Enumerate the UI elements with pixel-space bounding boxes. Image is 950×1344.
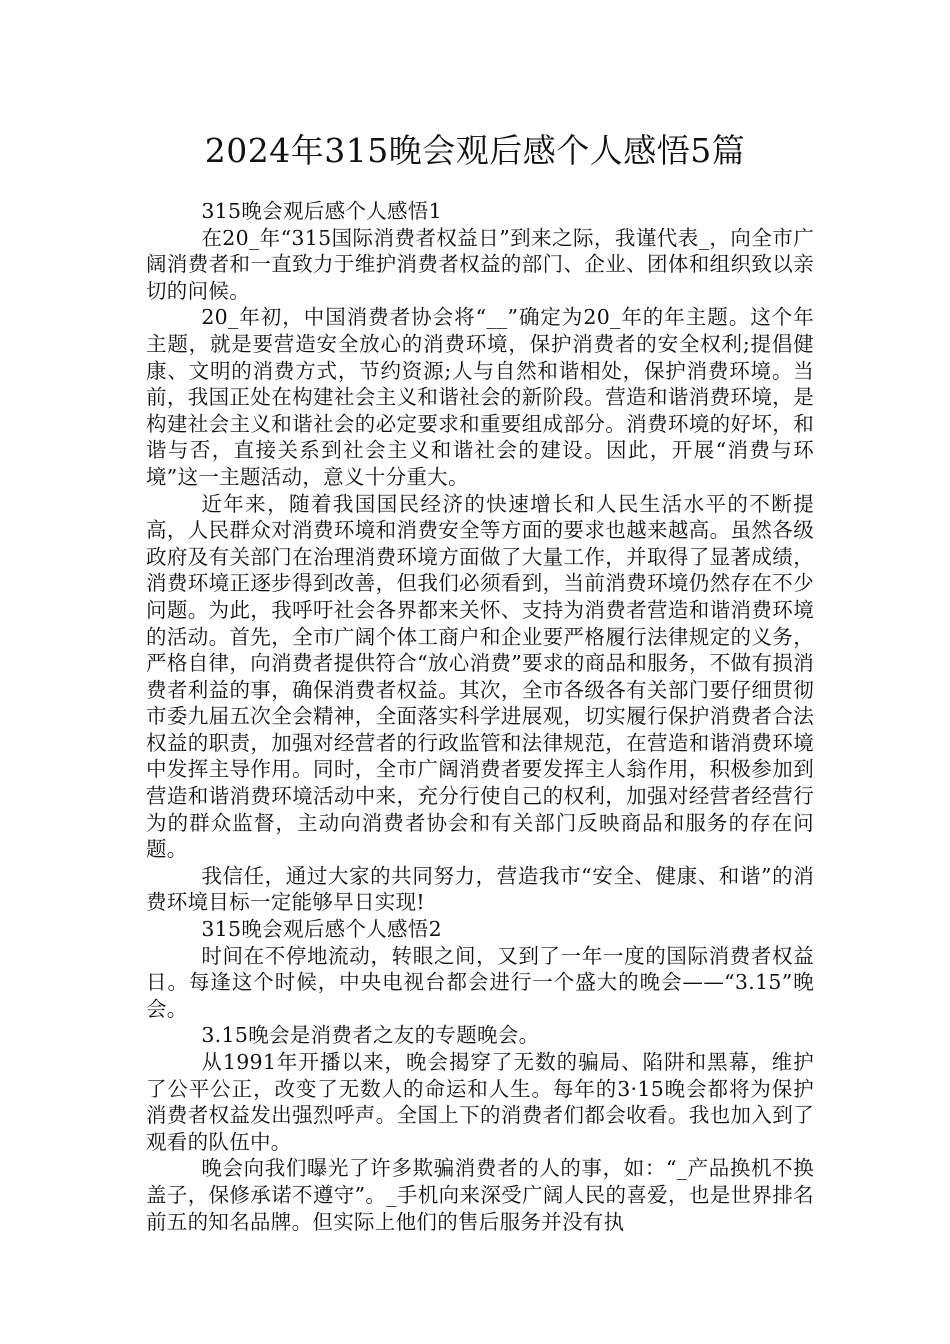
paragraph: 3.15晚会是消费者之友的专题晚会。: [201, 1023, 540, 1048]
section-heading: 315晚会观后感个人感悟1: [201, 199, 442, 223]
paragraph: 20_年初，中国消费者协会将“__”确定为20_年的年主题。这个年主题，就是要营造安全放心的消费环境，保护消费者的安全权利;提倡健康、文明的消费方式，节约资源;人与自然和谐相处，保护消费环境。当前，我国正处在构建社会主义和谐社会的新阶段。营造和谐消费环境，是构建社会主义和谐社会的必定要求和重要组成部分。消费环境的好坏，和谐与否，直接关系到社会主义和谐社会的建设。因此，开展“消费与环境”这一主题活动，意义十分重大。: [146, 305, 814, 489]
paragraph: 时间在不停地流动，转眼之间，又到了一年一度的国际消费者权益日。每逢这个时候，中央电视台都会进行一个盛大的晚会——“3.15”晚会。: [146, 943, 814, 1021]
document-body: [146, 198, 814, 1235]
section-heading: 315晚会观后感个人感悟2: [201, 917, 442, 942]
paragraph: 晚会向我们曝光了许多欺骗消费者的人的事，如：“_产品换机不换盖子，保修承诺不遵守”。_手机向来深受广阔人民的喜爱，也是世界排名前五的知名品牌。但实际上他们的售后服务并没有执: [146, 1156, 814, 1234]
paragraph: 近年来，随着我国国民经济的快速增长和人民生活水平的不断提高，人民群众对消费环境和消费安全等方面的要求也越来越高。虽然各级政府及有关部门在治理消费环境方面做了大量工作，并取得了显著成绩，消费环境正逐步得到改善，但我们必须看到，当前消费环境仍然存在不少问题。为此，我呼吁社会各界都来关怀、支持为消费者营造和谐消费环境的活动。首先，全市广阔个体工商户和企业要严格履行法律规定的义务，严格自律，向消费者提供符合“放心消费”要求的商品和服务，不做有损消费者利益的事，确保消费者权益。其次，全市各级各有关部门要仔细贯彻市委九届五次全会精神，全面落实科学进展观，切实履行保护消费者合法权益的职责，加强对经营者的行政监管和法律规范，在营造和谐消费环境中发挥主导作用。同时，全市广阔消费者要发挥主人翁作用，积极参加到营造和谐消费环境活动中来，充分行使自己的权利，加强对经营者经营行为的群众监督，主动向消费者协会和有关部门反映商品和服务的存在问题。: [146, 491, 814, 862]
paragraph: 我信任，通过大家的共同努力，营造我市“安全、健康、和谐”的消费环境目标一定能够早日实现!: [146, 863, 814, 915]
paragraph: 从1991年开播以来，晚会揭穿了无数的骗局、陷阱和黑幕，维护了公平公正，改变了无数人的命运和人生。每年的3·15晚会都将为保护消费者权益发出强烈呼声。全国上下的消费者们都会收看。我也加入到了观看的队伍中。: [146, 1050, 814, 1154]
paragraph: 在20_年“315国际消费者权益日”到来之际，我谨代表_，向全市广阔消费者和一直致力于维护消费者权益的部门、企业、团体和组织致以亲切的问候。: [146, 225, 814, 303]
document-title: 2024年315晚会观后感个人感悟5篇: [204, 131, 746, 170]
